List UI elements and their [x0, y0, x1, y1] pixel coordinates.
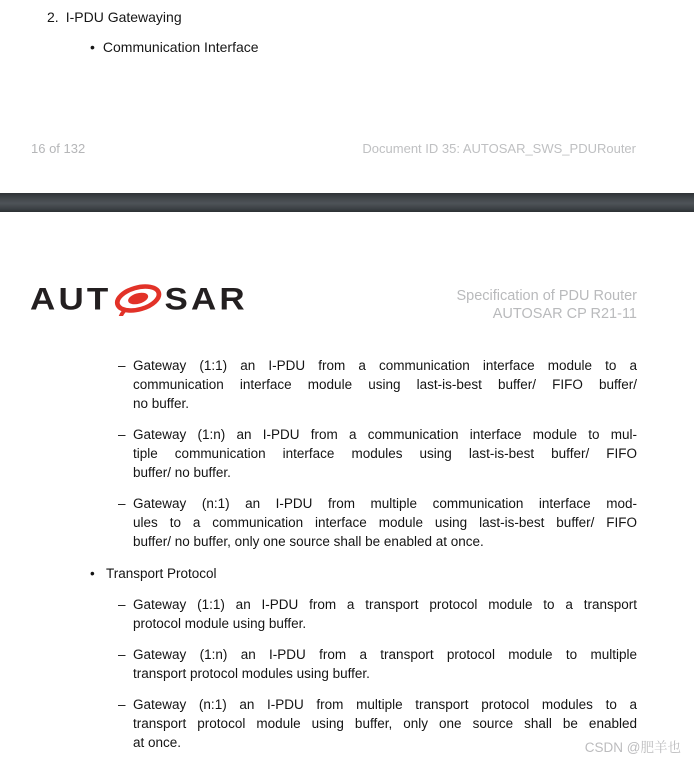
list-item-text — [133, 595, 637, 633]
dash-bullet-icon: – — [118, 647, 126, 662]
text-line: tiple communication interface modules using last-is-best buffer/ FIFO — [133, 446, 637, 461]
dash-bullet-icon: – — [118, 697, 126, 712]
list-item-text — [133, 356, 637, 413]
page-number: 16 of 132 — [31, 141, 86, 156]
text-line: no buffer. — [133, 396, 190, 411]
list-item-gateway-tp-1-1 — [89, 595, 638, 633]
list-item-transport-protocol — [89, 564, 638, 583]
list-item-text — [133, 425, 637, 482]
text-line: at once. — [133, 735, 182, 750]
list-item-gateway-tp-1-n — [89, 645, 638, 683]
list-item-text — [133, 645, 637, 683]
logo-text-left: AUT — [30, 280, 112, 316]
list-item-gateway-tp-n-1 — [89, 695, 638, 752]
autosar-o-swirl-icon — [112, 281, 163, 316]
page-separator — [0, 193, 694, 212]
header-title: Specification of PDU Router — [456, 288, 637, 304]
list-item-gateway-comm-1-1 — [89, 356, 638, 413]
text-line: Gateway (1:n) an I-PDU from a transport protocol module to multiple — [133, 647, 637, 662]
list-item-gateway-comm-n-1 — [89, 494, 638, 551]
text-line: buffer/ no buffer. — [133, 465, 231, 480]
section-title: I-PDU Gatewaying — [65, 9, 182, 25]
autosar-logo — [30, 281, 248, 316]
text-line: ules to a communication interface module using last-is-best buffer/ FIFO — [133, 515, 637, 530]
logo-text-right: SAR — [164, 280, 248, 316]
page-body — [89, 356, 638, 752]
header-release: AUTOSAR CP R21-11 — [492, 306, 637, 322]
dash-bullet-icon: – — [118, 427, 126, 442]
text-line: transport protocol modules using buffer. — [133, 666, 370, 681]
text-line: Gateway (n:1) an I-PDU from multiple transport protocol modules to a — [133, 697, 637, 712]
list-item-text — [133, 494, 637, 551]
document-header — [456, 287, 637, 323]
section-heading — [47, 8, 182, 26]
document-id: Document ID 35: AUTOSAR_SWS_PDURouter — [362, 141, 636, 156]
text-line: Gateway (n:1) an I-PDU from multiple communication interface mod- — [133, 496, 637, 511]
text-line: Gateway (1:1) an I-PDU from a communication interface module to a — [133, 358, 637, 373]
dash-bullet-icon: – — [118, 358, 126, 373]
dash-bullet-icon: – — [118, 597, 126, 612]
text-line: Gateway (1:1) an I-PDU from a transport protocol module to a transport — [133, 597, 637, 612]
csdn-watermark: CSDN @肥羊也 — [584, 740, 681, 755]
list-item-text — [133, 695, 637, 752]
bullet-dot-icon: • — [90, 566, 95, 581]
text-line: protocol module using buffer. — [133, 616, 307, 631]
section-number: 2. — [47, 9, 59, 25]
text-line: transport protocol module using buffer, only one source shall be enabled — [133, 716, 637, 731]
dash-bullet-icon: – — [118, 496, 126, 511]
text-line: communication interface module using last-is-best buffer/ FIFO buffer/ — [133, 377, 637, 392]
text-line: Gateway (1:n) an I-PDU from a communication interface module to mul- — [133, 427, 637, 442]
bullet-label: Transport Protocol — [106, 566, 217, 581]
list-item-communication-interface — [90, 38, 259, 56]
bullet-label: Communication Interface — [102, 39, 259, 55]
list-item-gateway-comm-1-n — [89, 425, 638, 482]
text-line: buffer/ no buffer, only one source shall be enabled at once. — [133, 534, 484, 549]
bullet-dot-icon: • — [90, 39, 95, 55]
